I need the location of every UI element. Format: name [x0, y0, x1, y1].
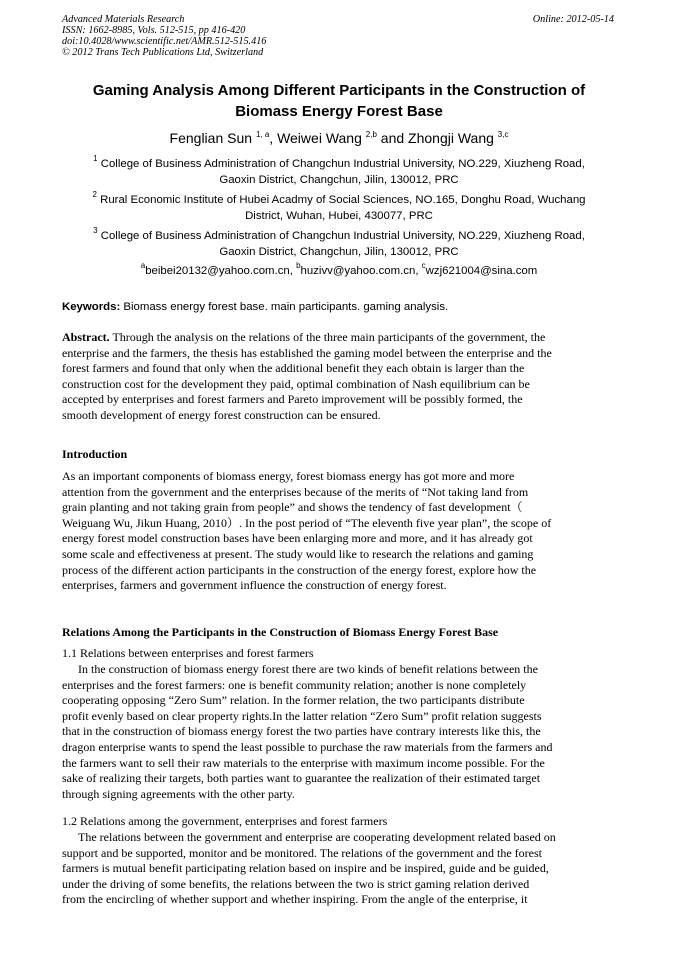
affiliation-3-line-1: College of Business Administration of Changchun Industrial University, NO.229, Xiuzheng Road,	[100, 230, 585, 242]
email-b-sup: b	[296, 261, 301, 270]
intro-line: energy forest model construction bases have been enlarging more and more, and it has already got	[62, 531, 533, 546]
abstract	[62, 330, 614, 424]
sub1-line: the farmers want to sell their raw materials to the enterprise with maximum income possible. For the	[62, 755, 545, 770]
affiliation-1	[62, 156, 616, 188]
abstract-line: enterprise and the farmers, the thesis has established the gaming model between the enterprise and the	[62, 345, 552, 360]
author-list	[62, 129, 616, 147]
author-1: Fenglian Sun	[169, 130, 253, 146]
subsection-1-1-body	[62, 662, 614, 802]
email-sep-2: ,	[415, 265, 422, 277]
affiliation-1-line-1: College of Business Administration of Changchun Industrial University, NO.229, Xiuzheng Road,	[100, 158, 585, 170]
abstract-line: smooth development of energy forest construction can be ensured.	[62, 407, 381, 422]
sub2-line: farmers is mutual benefit participating relation based on inspire and be inspired, guide and be guided,	[62, 861, 549, 876]
email-c-sup: c	[421, 261, 426, 270]
email-a-sup: a	[140, 261, 146, 270]
paper-title	[62, 80, 616, 122]
intro-line: Weiguang Wu, Jikun Huang, 2010）. In the post period of “The eleventh five year plan”, the scope of	[62, 515, 552, 530]
intro-line: attention from the government and the enterprises because of the merits of “Not taking land from	[62, 484, 529, 499]
journal-copyright: © 2012 Trans Tech Publications Ltd, Switzerland	[62, 47, 264, 58]
abstract-line: construction cost for the development they paid, optimal combination of Nash equilibrium can be	[62, 376, 530, 391]
author-sep-1: ,	[269, 130, 278, 146]
email-a[interactable]: beibei20132@yahoo.com.cn	[145, 265, 290, 277]
sub2-line: The relations between the government and enterprise are cooperating development related based on	[78, 830, 556, 844]
sub1-line: profit evenly based on clear property rights.In the latter relation “Zero Sum” profit relation suggests	[62, 708, 542, 723]
sub1-line: through signing agreements with the other party.	[62, 786, 295, 801]
sub1-line: that in the construction of biomass energy forest the two parties have contrary interests like this, the	[62, 724, 541, 739]
email-list	[62, 263, 616, 279]
author-3-sup: 3,c	[497, 130, 509, 139]
affiliation-3-num: 3	[93, 226, 98, 235]
keywords-label: Keywords:	[62, 301, 121, 313]
intro-line: As an important components of biomass energy, forest biomass energy has got more and more	[62, 469, 515, 483]
online-date: Online: 2012-05-14	[532, 14, 614, 25]
email-sep-1: ,	[289, 265, 297, 277]
introduction-body	[62, 469, 614, 594]
intro-line: enterprises, farmers and government influence the construction of energy forest.	[62, 578, 447, 593]
affiliation-2-line-1: Rural Economic Institute of Hubei Acadmy of Social Sciences, NO.165, Donghu Road, Wuchang	[100, 194, 586, 206]
intro-line: process of the different action participants in the construction of the energy forest, explore how the	[62, 562, 537, 577]
author-2-sup: 2,b	[365, 130, 377, 139]
affiliation-1-num: 1	[93, 154, 98, 163]
affiliation-3	[62, 228, 616, 260]
sub2-line: support and be supported, monitor and be monitored. The relations of the government and the forest	[62, 845, 542, 860]
journal-header	[62, 14, 266, 58]
section-heading-relations: Relations Among the Participants in the Construction of Biomass Energy Forest Base	[62, 625, 499, 639]
sub1-line: sake of realizing their targets, both parties want to guarantee the realization of their estimated target	[62, 771, 541, 786]
abstract-line: accepted by enterprises and forest farmers and Pareto improvement will be possibly formed, the	[62, 392, 523, 407]
section-heading-introduction: Introduction	[62, 447, 128, 461]
sub1-line: In the construction of biomass energy forest there are two kinds of benefit relations between the	[78, 662, 538, 676]
sub2-line: from the encircling of whether support and whether inspiring. From the angle of the enterprise, it	[62, 892, 528, 907]
sub1-line: enterprises and the forest farmers: one is benefit community relation; another is none completely	[62, 677, 527, 692]
author-1-sup: 1, a	[255, 130, 270, 139]
sub2-line: under the driving of some benefits, the relations between the two is strict gaming relation derived	[62, 876, 530, 891]
abstract-line: forest farmers and found that only when the additional benefit they each obtain is larger than the	[62, 361, 525, 376]
intro-line: some scale and effectiveness at present. The study would like to research the relations and gaming	[62, 546, 534, 561]
author-3: Zhongji Wang	[408, 130, 494, 146]
email-c[interactable]: wzj621004@sina.com	[425, 265, 538, 277]
author-2: Weiwei Wang	[277, 130, 362, 146]
subsection-1-2-heading: 1.2 Relations among the government, enterprises and forest farmers	[62, 814, 388, 828]
journal-issn: ISSN: 1662-8985, Vols. 512-515, pp 416-420	[62, 25, 246, 36]
affiliation-2-line-2: District, Wuhan, Hubei, 430077, PRC	[245, 210, 433, 222]
journal-name: Advanced Materials Research	[62, 14, 185, 25]
intro-line: grain planting and not taking grain from people” and shows the tendency of fast development（	[62, 500, 523, 515]
subsection-1-2-body	[62, 830, 614, 908]
affiliation-3-line-2: Gaoxin District, Changchun, Jilin, 130012, PRC	[219, 246, 459, 258]
title-line-2: Biomass Energy Forest Base	[235, 103, 443, 120]
abstract-label: Abstract.	[62, 330, 110, 344]
affiliation-2	[62, 192, 616, 224]
title-line-1: Gaming Analysis Among Different Participants in the Construction of	[92, 82, 586, 99]
sub1-line: dragon enterprise wants to spend the least possible to purchase the raw materials from the farmers and	[62, 739, 553, 754]
keywords-text: Biomass energy forest base. main participants. gaming analysis.	[120, 301, 449, 313]
email-b[interactable]: huzivv@yahoo.com.cn	[300, 265, 416, 277]
sub1-line: cooperating opposing “Zero Sum” relation. In the former relation, the two participants distribute	[62, 693, 525, 708]
keywords	[62, 299, 616, 315]
subsection-1-1-heading: 1.1 Relations between enterprises and forest farmers	[62, 646, 314, 660]
abstract-line: Through the analysis on the relations of the three main participants of the government, the	[109, 330, 546, 344]
author-sep-2: and	[376, 130, 409, 146]
journal-doi: doi:10.4028/www.scientific.net/AMR.512-515.416	[62, 36, 267, 47]
affiliation-1-line-2: Gaoxin District, Changchun, Jilin, 130012, PRC	[219, 174, 459, 186]
affiliation-2-num: 2	[92, 190, 97, 199]
